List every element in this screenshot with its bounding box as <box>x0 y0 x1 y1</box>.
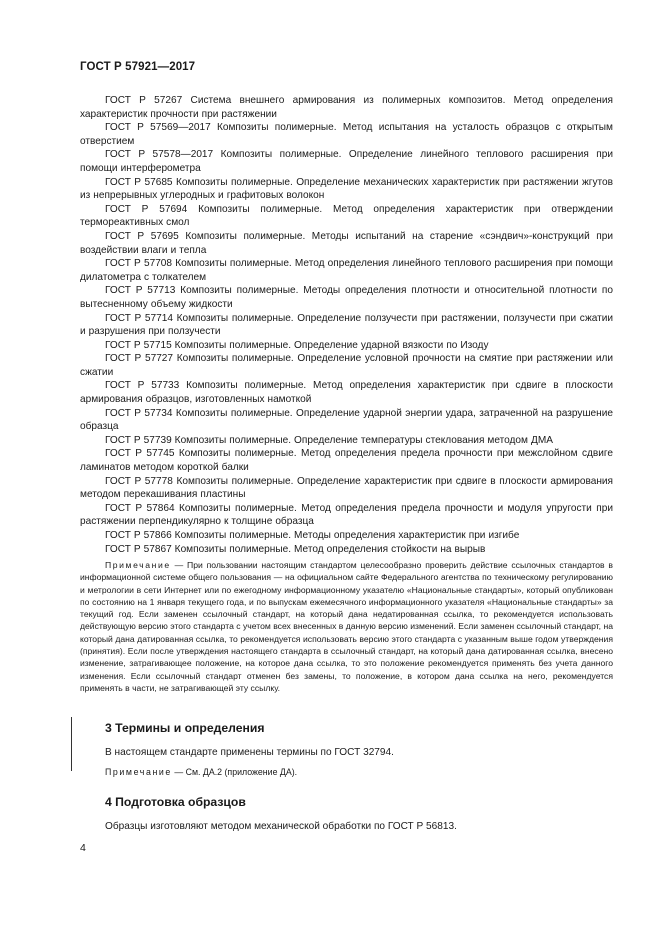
section-3-title: 3 Термины и определения <box>105 721 265 735</box>
reference-item: ГОСТ Р 57569—2017 Композиты полимерные. Метод испытания на усталость образцов с открытым отверстием <box>80 122 613 147</box>
section-3-text: В настоящем стандарте применены термины по ГОСТ 32794. <box>105 747 394 758</box>
reference-item: ГОСТ Р 57734 Композиты полимерные. Определение ударной энергии удара, затраченной на разрушение образца <box>80 407 613 433</box>
section-3-note <box>105 767 297 777</box>
reference-item: ГОСТ Р 57715 Композиты полимерные. Определение ударной вязкости по Изоду <box>105 339 489 351</box>
reference-item: ГОСТ Р 57694 Композиты полимерные. Метод определения характеристик при отверждении термореактивных смол <box>80 203 613 229</box>
reference-item: ГОСТ Р 57685 Композиты полимерные. Определение механических характеристик при растяжении жгутов из непрерывных углеродных и графитовых волокон <box>80 176 613 202</box>
reference-item: ГОСТ Р 57578—2017 Композиты полимерные. Определение линейного теплового расширения при помощи интерферометра <box>80 149 613 174</box>
reference-item: ГОСТ Р 57713 Композиты полимерные. Методы определения плотности и относительной плотности по вытесненному объему жидкости <box>80 285 613 310</box>
reference-item: ГОСТ Р 57745 Композиты полимерные. Метод определения предела прочности при межслойном сдвиге ламинатов методом короткой балки <box>80 448 613 474</box>
section-3-note-label: Примечание <box>105 767 172 777</box>
page-number: 4 <box>80 842 86 854</box>
reference-item: ГОСТ Р 57727 Композиты полимерные. Определение условной прочности на смятие при растяжении или сжатии <box>80 353 613 378</box>
note-label: Примечание <box>105 560 171 570</box>
reference-item: ГОСТ Р 57864 Композиты полимерные. Метод определения предела прочности и модуля упругости при растяжении перпендикулярно к толщине образца <box>80 502 613 528</box>
reference-item: ГОСТ Р 57733 Композиты полимерные. Метод определения характеристик при сдвиге в плоскости армирования образцов, изготовленных намоткой <box>80 380 613 406</box>
change-marker-bar <box>71 717 72 771</box>
reference-item: ГОСТ Р 57867 Композиты полимерные. Метод определения стойкости на вырыв <box>105 543 486 555</box>
section-4-text: Образцы изготовляют методом механической обработки по ГОСТ Р 56813. <box>105 821 457 832</box>
section-4-title: 4 Подготовка образцов <box>105 795 246 809</box>
normative-references-list <box>80 94 613 556</box>
document-header-code: ГОСТ Р 57921—2017 <box>80 61 196 73</box>
reference-item: ГОСТ Р 57695 Композиты полимерные. Методы испытаний на старение «сэндвич»-конструкций при воздействии влаги и тепла <box>80 230 613 256</box>
reference-item: ГОСТ Р 57739 Композиты полимерные. Определение температуры стеклования методом ДМА <box>105 434 553 446</box>
reference-item: ГОСТ Р 57778 Композиты полимерные. Определение характеристик при сдвиге в плоскости армирования методом перекашивания пластины <box>80 475 613 501</box>
reference-item: ГОСТ Р 57708 Композиты полимерные. Метод определения линейного теплового расширения при помощи дилатометра с толкателем <box>80 258 613 283</box>
references-note <box>80 559 613 694</box>
reference-item: ГОСТ Р 57714 Композиты полимерные. Определение ползучести при растяжении, ползучести при сжатии и разрушения при ползучести <box>80 312 613 338</box>
reference-item: ГОСТ Р 57866 Композиты полимерные. Методы определения характеристик при изгибе <box>105 530 520 541</box>
reference-item: ГОСТ Р 57267 Система внешнего армирования из полимерных композитов. Метод определения характеристик прочности при растяжении <box>80 95 613 120</box>
section-3-note-text: — См. ДА.2 (приложение ДА). <box>171 767 298 777</box>
note-text: — При пользовании настоящим стандартом целесообразно проверить действие ссылочных стандартов в информационной системе общего пользования — на официальном сайте Федерального агентства по техническому регулированию и метрологии в сети Интернет или по ежегодному информационному указателю «Национальные стандарты», который опубликован по состоянию на 1 января текущего года, и по выпускам ежемесячного информационного указателя «Национальные стандарты» за текущий год. Если заменен ссылочный стандарт, на который дана недатированная ссылка, то рекомендуется использовать действующую версию этого стандарта с учетом всех внесенных в данную версию изменений. Если заменен ссылочный стандарт, на который дана датированная ссылка, то рекомендуется использовать версию этого стандарта с указанным выше годом утверждения (принятия). Если после утверждения настоящего стандарта в ссылочный стандарт, на который дана датированная ссылка, внесено изменение, затрагивающее положение, на которое дана ссылка, то это положение рекомендуется применять без учета данного изменения. Если ссылочный стандарт отменен без замены, то положение, в котором дана ссылка на него, рекомендуется применять в части, не затрагивающей эту ссылку. <box>80 560 613 693</box>
